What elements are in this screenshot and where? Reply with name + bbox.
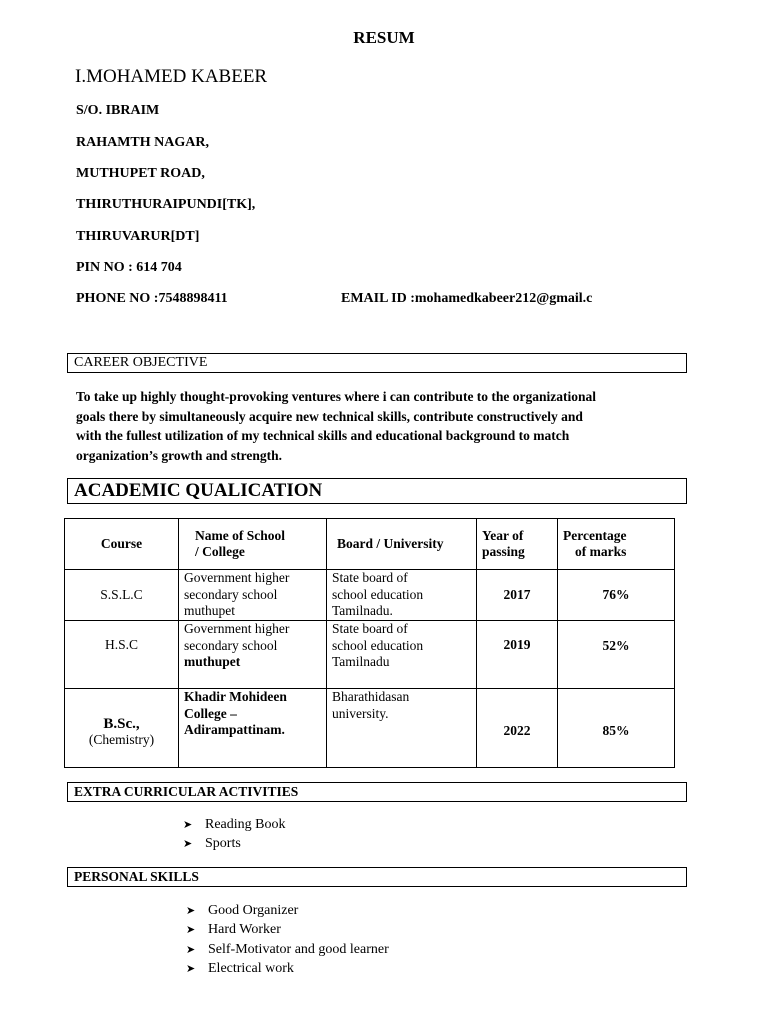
arrow-bullet-icon: ➤ (186, 905, 196, 917)
section-heading: PERSONAL SKILLS (74, 869, 199, 884)
header-year: Year of passing (477, 519, 558, 570)
list-item: ➤ Self-Motivator and good learner (186, 940, 389, 959)
cell-board: Bharathidasan university. (327, 689, 477, 768)
cell-course: S.S.L.C (65, 570, 179, 621)
personal-skills-list (186, 901, 389, 978)
list-item: ➤ Sports (183, 834, 286, 853)
cell-year: 2019 (477, 621, 558, 689)
extra-curricular-header (67, 782, 687, 802)
list-item: ➤ Reading Book (183, 815, 286, 834)
arrow-bullet-icon: ➤ (186, 943, 196, 956)
arrow-bullet-icon: ➤ (186, 962, 196, 975)
table-row (65, 621, 675, 689)
cell-course: B.Sc., (Chemistry) (65, 689, 179, 768)
pin-code: PIN NO : 614 704 (76, 260, 182, 275)
cell-school: Khadir Mohideen College – Adirampattinam. (179, 689, 327, 768)
resume-title: RESUM (353, 28, 415, 47)
cell-school: Government higher secondary school muthupet (179, 570, 327, 621)
list-item: ➤ Good Organizer (186, 901, 389, 920)
cell-board: State board of school education Tamilnadu. (327, 570, 477, 621)
address-line: S/O. IBRAIM (76, 103, 160, 118)
address-line: MUTHUPET ROAD, (76, 166, 205, 181)
applicant-name: I.MOHAMED KABEER (75, 66, 268, 87)
section-heading: ACADEMIC QUALICATION (74, 480, 323, 501)
personal-skills-header (67, 867, 687, 887)
paragraph-line: goals there by simultaneously acquire new technical skills, contribute constructively and (76, 408, 583, 424)
paragraph-line: with the fullest utilization of my technical skills and educational background to match (76, 428, 570, 443)
cell-percentage: 52% (558, 621, 675, 689)
arrow-bullet-icon: ➤ (186, 924, 196, 937)
header-school: Name of School / College (179, 519, 327, 570)
career-objective-text (76, 387, 696, 465)
academic-table (64, 518, 675, 768)
cell-school: Government higher secondary school muthupet (179, 621, 327, 689)
header-percentage: Percentage of marks (558, 519, 675, 570)
list-item: ➤ Hard Worker (186, 920, 389, 939)
cell-year: 2022 (477, 689, 558, 768)
paragraph-line: organization’s growth and strength. (76, 447, 283, 463)
address-line: THIRUVARUR[DT] (76, 229, 200, 244)
cell-board: State board of school education Tamilnadu (327, 621, 477, 689)
section-heading: EXTRA CURRICULAR ACTIVITIES (74, 784, 299, 799)
header-course: Course (65, 519, 179, 570)
list-item: ➤ Electrical work (186, 959, 389, 978)
table-row (65, 570, 675, 621)
header-board: Board / University (327, 519, 477, 570)
phone-number: PHONE NO :7548898411 (76, 291, 228, 306)
career-objective-header (67, 353, 687, 373)
table-header-row (65, 519, 675, 570)
cell-percentage: 76% (558, 570, 675, 621)
address-line: THIRUTHURAIPUNDI[TK], (76, 197, 256, 212)
section-heading: CAREER OBJECTIVE (74, 355, 208, 370)
table-row (65, 689, 675, 768)
address-line: RAHAMTH NAGAR, (76, 135, 209, 150)
academic-header (67, 478, 687, 504)
extra-curricular-list (183, 815, 286, 854)
cell-year: 2017 (477, 570, 558, 621)
arrow-bullet-icon: ➤ (183, 838, 193, 851)
cell-percentage: 85% (558, 689, 675, 768)
paragraph-line: To take up highly thought-provoking ventures where i can contribute to the organizational (76, 389, 597, 404)
arrow-bullet-icon: ➤ (183, 819, 193, 831)
cell-course: H.S.C (65, 621, 179, 689)
email-address: EMAIL ID :mohamedkabeer212@gmail.c (341, 291, 593, 306)
